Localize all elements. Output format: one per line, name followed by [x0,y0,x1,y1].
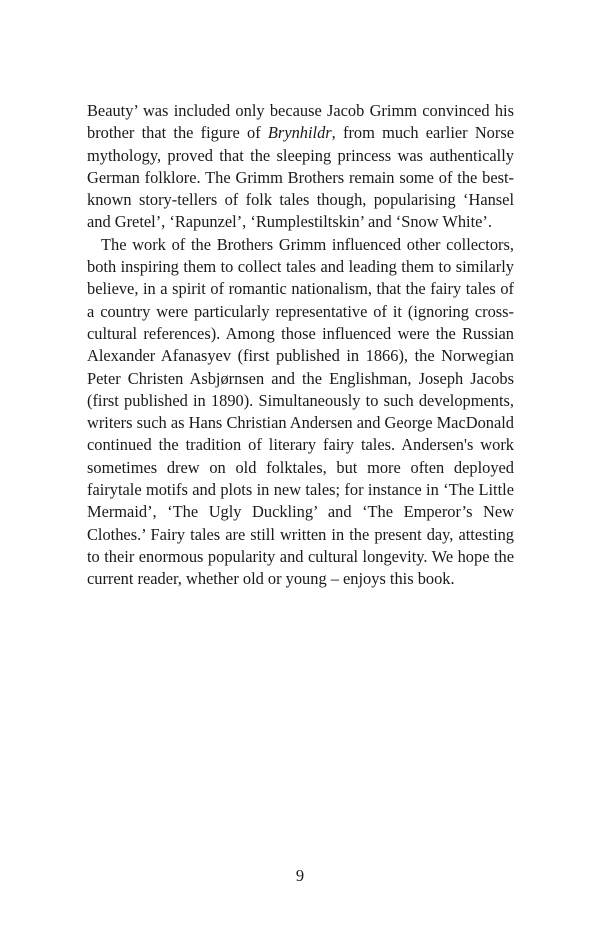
paragraph-1-text-end: , from much earlier Norse mythology, proved that the sleeping princess was authentically German folklore. The Grimm Brothers remain some of the best-known story-tellers of folk tales though, popularising ‘Hansel and Gretel’, ‘Rapunzel’, ‘Rumplestiltskin’ and ‘Snow White’. [87,123,514,232]
italic-term-brynhildr: Brynhildr [267,123,332,143]
paragraph-1 [87,100,514,234]
page-number: 9 [295,866,305,885]
paragraph-2: The work of the Brothers Grimm influenced other collectors, both inspiring them to collect tales and leading them to similarly believe, in a spirit of romantic nationalism, that the fairy tales of a country were particularly representative of it (ignoring cross-cultural references). Among those influenced were the Russian Alexander Afanasyev (first published in 1866), the Norwegian Peter Christen Asbjørnsen and the Englishman, Joseph Jacobs (first published in 1890). Simultaneously to such developments, writers such as Hans Christian Andersen and George MacDonald continued the tradition of literary fairy tales. Andersen's work sometimes drew on old folktales, but more often deployed fairytale motifs and plots in new tales; for instance in ‘The Little Mermaid’, ‘The Ugly Duckling’ and ‘The Emperor’s New Clothes.’ Fairy tales are still written in the present day, attesting to their enormous popularity and cultural longevity. We hope the current reader, whether old or young – enjoys this book. [87,234,514,589]
paragraph-1-text-start: Beauty’ was included only because Jacob Grimm convinced his brother that the figure of [87,101,514,143]
page-body [87,100,514,591]
